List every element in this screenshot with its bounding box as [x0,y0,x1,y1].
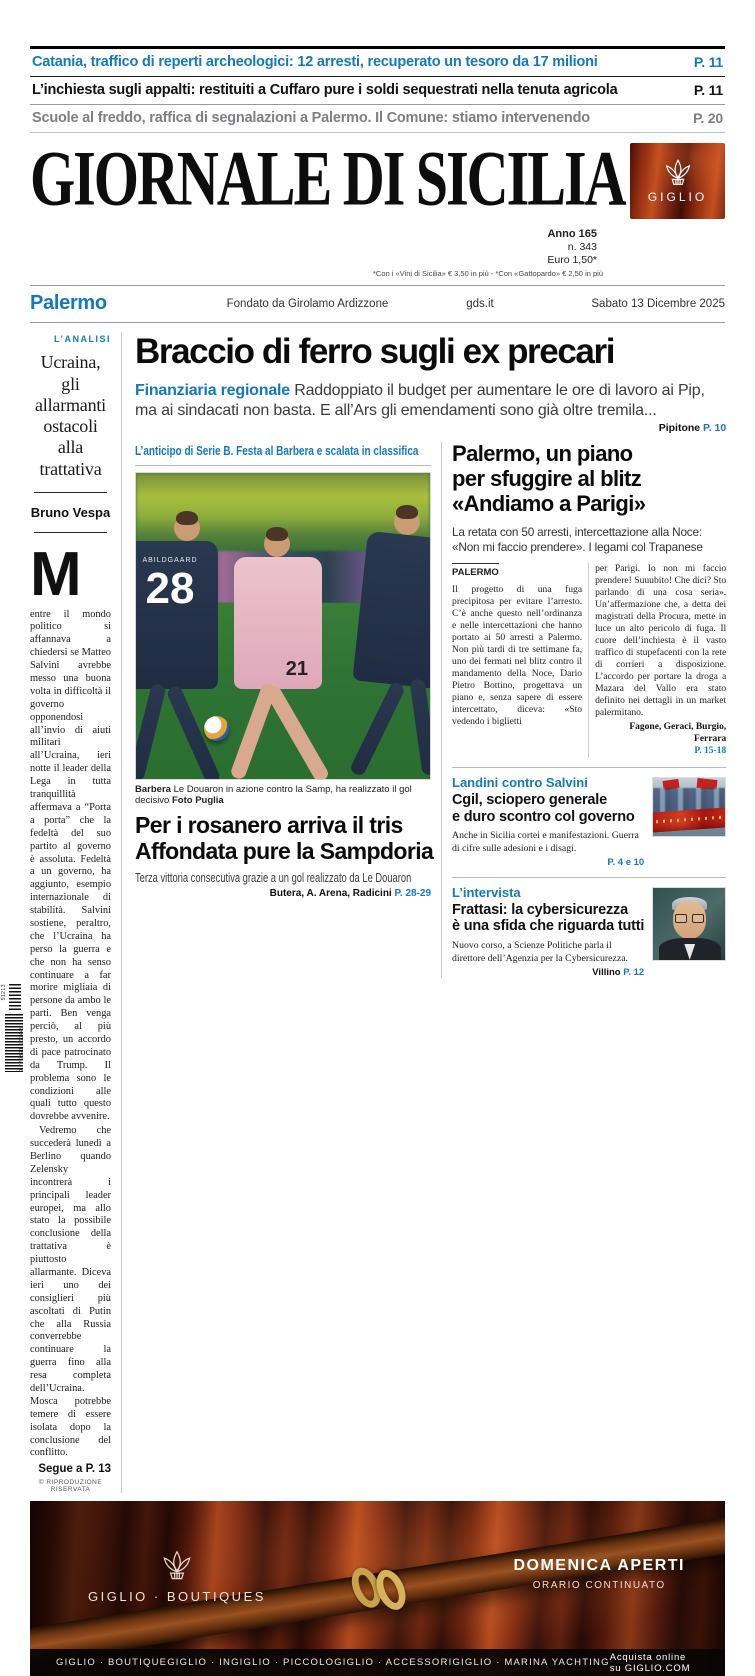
blitz-headline-line1: Palermo, un piano [452,441,633,467]
strip-headline-2-page: P. 11 [693,82,723,98]
player-palermo-center [234,531,322,689]
lead-dek-text: Raddoppiato il budget per aumentare le ore di lavoro ai Pip, ma ai sindacati non basta. E all’Ars gli emendamenti sono già oltre tremila... [135,382,705,419]
top-headline-strip [30,46,725,133]
cgil-article [452,775,726,868]
ad-strip-item-accessori: GIGLIO · ACCESSORI [334,1657,453,1669]
divider [34,532,107,533]
player-sampdoria-right [360,509,431,685]
cgil-body [452,830,644,855]
frattasi-portrait-photo [652,887,726,961]
blitz-body-col1 [452,563,589,757]
analysis-title: Ucraina, gli allarmanti ostacoli alla trattativa [35,352,106,479]
edition-note: *Con i «Vini di Sicilia» € 3,50 in più - *Con «Gattopardo» € 2,50 in più [372,269,603,279]
caption-text: Le Douaron in azione contro la Samp, ha realizzato il gol decisivo [135,784,412,807]
lead-headline: Braccio di ferro sugli ex precari [135,332,615,372]
intervista-headline [452,902,644,935]
caption-location: Barbera [135,784,171,796]
cgil-body-text: Anche in Sicilia cortei e manifestazioni. Guerra di cifre sulle adesioni e i disagi. [452,830,639,854]
ad-promo-line2: ORARIO CONTINUATO [532,1580,666,1592]
match-kicker: L’anticipo di Serie B. Festa al Barbera e scalata in classifica [135,444,419,459]
masthead-title: GIORNALE DI SICILIA [30,135,625,223]
analysis-kicker: L’ANALISI [54,334,112,345]
main-column [122,332,726,1493]
match-headline-line2: Affondata pure la Sampdoria [135,837,434,864]
strip-headline-3 [30,105,725,133]
cgil-page-ref [452,857,644,868]
edition-price: Euro 1,50* [547,253,597,266]
edition-number: n. 343 [567,241,597,254]
divider [34,492,107,493]
blitz-body-col2 [589,563,726,757]
dateline-website: gds.it [466,297,494,310]
cgil-headline-line2: e duro scontro col governo [452,808,635,825]
lead-byline-authors: Pipitone [658,422,701,435]
strip-headline-3-text: Scuole al freddo, raffica di segnalazioni a Palermo. Il Comune: stiamo intervenendo [32,110,590,126]
divider [452,767,726,768]
match-photo [135,472,431,780]
player-left-name: ABILDGAARD [142,557,198,565]
blitz-headline [452,442,726,517]
right-column [442,442,726,977]
analysis-dropcap: M [30,539,80,609]
intervista-kicker: L’intervista [452,884,521,900]
analysis-paragraph-1: entre il mondo politico si affannava a chiedersi se Matteo Salvini avrebbe messo una buona volta in difficoltà il governo opponendosi all’invio di aiuti militari all’Ucraina, ieri notte il leader della Lega in tutta tranquillità affermava a “Porta a porta” che la fedeltà del suo partito al governo è assoluta. Fedeltà a un governo, ha aggiunto, esempio internazionale di stabilità. Salvini sostiene, peraltro, che l’Ucraina ha perso la guerra e che non ha senso continuare a far morire migliaia di persone da ambo le parti. Ben venga perciò, al più presto, un accordo di pace patrocinato da Trump. Il problema sono le condizioni alle quali tutto questo dovrebbe avvenire. [30,608,112,1123]
protest-banner [652,807,726,832]
ad-lockup-text: GIGLIO · BOUTIQUES [88,1589,266,1605]
edition-year: Anno 165 [547,228,597,240]
lead-byline [135,422,726,434]
masthead [30,135,725,225]
lead-dek [135,381,726,420]
ad-strip-item-in: GIGLIO · IN [167,1657,232,1669]
ad-strip-cta: Acquista online su GIGLIO.COM [609,1651,691,1674]
strip-headline-1-text: Catania, traffico di reperti archeologici: 12 arresti, recuperato un tesoro da 17 milioni [32,54,598,70]
match-headline-line1: Per i rosanero arriva il tris [135,812,403,839]
giglio-lily-icon [661,158,695,188]
ad-promo [513,1557,685,1591]
ad-strip-item-piccolo: GIGLIO · PICCOLO [231,1657,335,1669]
blitz-city-label: PALERMO [452,563,499,579]
analysis-copyright: © RIPRODUZIONE RISERVATA [38,1479,103,1494]
masthead-ad-brand: GIGLIO [647,190,708,204]
blitz-dek: La retata con 50 arresti, intercettazione alla Noce: «Non mi faccio prendere». I legami col Trapanese [452,524,703,554]
strip-headline-1 [30,49,725,77]
blitz-headline-line3: «Andiamo a Parigi» [452,491,646,517]
giglio-bottom-ad [30,1501,725,1676]
divider [135,465,431,466]
analysis-column [30,332,122,1493]
blitz-byline-page: P. 15-18 [694,746,727,756]
cgil-page: P. 4 e 10 [607,856,645,868]
strip-headline-2 [30,77,725,105]
analysis-author: Bruno Vespa [30,504,111,520]
blitz-byline [595,722,726,758]
dateline-founder: Fondato da Girolamo Ardizzone [226,297,389,310]
blitz-body [452,563,726,757]
ad-promo-line1: DOMENICA APERTI [513,1557,685,1575]
match-photo-caption [135,784,431,806]
intervista-headline-line2: è una sfida che riguarda tutti [452,918,645,935]
strip-headline-1-page: P. 11 [693,54,723,70]
caption-credit: Foto Puglia [171,795,224,807]
strip-headline-2-text: L’inchiesta sugli appalti: restituiti a Cuffaro pure i soldi sequestrati nella tenuta agricola [32,82,618,98]
player-sampdoria-left [135,515,218,689]
blitz-col2-text: per Parigi. Io non mi faccio prendere! Suuubito! Che dici? Sto parlando di una cosa seria». Un’affermazione che, a detta dei magistrati della Procura, mette in luce un alto pericolo di fuga. Il cuore dell’inchiesta è il vasto traffico di stupefacenti con la rete di corrieri a disposizione. L’accordo per portare la droga a Mazara del Vallo era stato definito nei dettagli in un market palermitano. [595,563,727,719]
intervista-byline-page: P. 12 [623,966,645,978]
player-left-number: 28 [145,564,195,614]
match-dek: Terza vittoria consecutiva grazie a un gol realizzato da Le Douaron [135,870,412,885]
lead-byline-page: P. 10 [703,422,727,435]
lead-dek-kicker: Finanziaria regionale [135,382,290,400]
intervista-article [452,885,726,978]
front-page-content [30,332,725,1493]
dateline-city: Palermo [30,292,107,315]
cgil-protest-photo [652,777,726,837]
gancini-buckle-icon [344,1555,422,1623]
barcode-small-number: 51213 [1,984,7,1001]
intervista-byline [452,967,644,978]
cgil-kicker: Landini contro Salvini [452,774,588,790]
match-headline [135,812,434,864]
ad-strip-item-marina-yachting: GIGLIO · MARINA YACHTING [452,1657,610,1669]
ad-store-strip [30,1649,725,1676]
cgil-headline [452,792,644,825]
blitz-col1-text: Il progetto di una fuga precipitosa per evitare l’arresto. C’è anche questo nell’ordinanza e nelle intercettazioni che hanno portato ai 50 arresti a Palermo. Non più tardi di tre settimane fa, uno dei fermati nel blitz contro il mandamento della Noce, Dario Pietro Bottino, progettava un piano e, senza sapere di essere intercettato, diceva: «Sto vedendo i biglietti [452,584,583,728]
intervista-body-text: Nuovo corso, a Scienze Politiche parla il direttore dell’Agenzia per la Cybersicurezza. [452,940,628,964]
analysis-body [30,609,111,1461]
dateline-date: Sabato 13 Dicembre 2025 [591,297,725,310]
match-byline-authors: Butera, A. Arena, Radicini [269,888,392,899]
match-article [135,442,442,977]
blitz-headline-line2: per sfuggire al blitz [452,466,642,492]
player-center-number: 21 [285,658,309,681]
newspaper-front-page [0,46,755,1674]
intervista-byline-author: Villino [592,966,621,978]
match-byline-page: P. 28-29 [394,888,432,899]
giglio-lily-icon [158,1549,196,1583]
dateline-bar [30,285,725,323]
blitz-byline-authors: Fagone, Geraci, Burgio, Ferrara [629,722,727,745]
edition-info [30,228,725,266]
ad-strip-item-boutique: GIGLIO · BOUTIQUE [56,1657,168,1669]
analysis-paragraph-2: Vedremo che succederà lunedì a Berlino quando Zelensky incontrerà i principali leader europei, ma allo stato la possibile conclusione della trattativa è piuttosto allarmante. Diceva ieri uno dei consiglieri più ascoltati di Putin che alla Russia converrebbe continuare la guerra fino alla resa completa dell’Ucraina. Mosca potrebbe temere di essere isolata dopo la conclusione del conflitto. [30,1125,112,1459]
strip-headline-3-page: P. 20 [693,110,723,126]
barcode-small [9,984,21,1010]
match-byline [135,888,431,899]
divider [452,877,726,878]
intervista-body [452,940,644,965]
cgil-headline-line1: Cgil, sciopero generale [452,791,607,808]
barcode-issn-number: 9 770391 660449 [19,1025,25,1072]
glasses-icon [675,914,704,923]
issn-barcode [3,984,25,1076]
intervista-headline-line1: Frattasi: la cybersicurezza [452,901,628,918]
analysis-continued: Segue a P. 13 [38,1463,112,1476]
giglio-boutiques-lockup [88,1549,266,1604]
masthead-giglio-ad [630,143,725,219]
